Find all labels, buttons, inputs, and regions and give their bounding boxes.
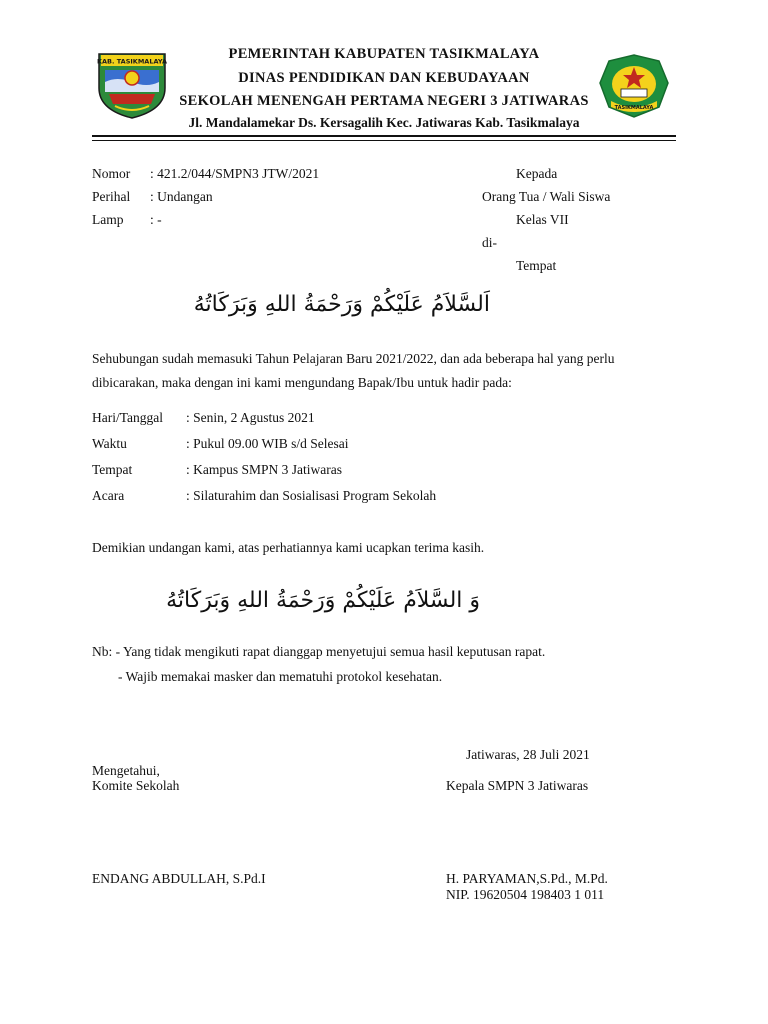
perihal-label: Perihal <box>92 189 131 204</box>
lamp-value: : - <box>150 212 162 227</box>
letterhead-rule-thick <box>92 135 676 137</box>
right-logo-text: TASIKMALAYA <box>614 105 654 111</box>
nomor-value: : 421.2/044/SMPN3 JTW/2021 <box>150 166 320 181</box>
right-signatory-name: H. PARYAMAN,S.Pd., M.Pd. <box>446 871 608 886</box>
left-signatory-name: ENDANG ABDULLAH, S.Pd.I <box>92 871 266 886</box>
closing-sentence: Demikian undangan kami, atas perhatiannya kami ucapkan terima kasih. <box>92 540 485 555</box>
letterhead-line-1: PEMERINTAH KABUPATEN TASIKMALAYA <box>228 46 540 62</box>
detail-value: : Silaturahim dan Sosialisasi Program Sekolah <box>186 488 437 503</box>
right-signatory-nip: NIP. 19620504 198403 1 011 <box>446 887 605 902</box>
recipient-line-5: Tempat <box>516 258 557 273</box>
detail-label: Acara <box>92 488 125 503</box>
recipient-line-4: di- <box>482 235 497 250</box>
nomor-label: Nomor <box>92 166 131 181</box>
letterhead-line-3: SEKOLAH MENENGAH PERTAMA NEGERI 3 JATIWARAS <box>179 93 589 109</box>
left-signatory-title-2: Komite Sekolah <box>92 778 180 793</box>
detail-label: Waktu <box>92 436 127 451</box>
recipient-line-1: Kepada <box>516 166 558 181</box>
note-line-1: Nb: - Yang tidak mengikuti rapat dianggap menyetujui semua hasil keputusan rapat. <box>92 644 546 659</box>
detail-value: : Pukul 09.00 WIB s/d Selesai <box>186 436 349 451</box>
recipient-line-3: Kelas VII <box>516 212 569 227</box>
body-paragraph-line-2: dibicarakan, maka dengan ini kami mengundang Bapak/Ibu untuk hadir pada: <box>92 375 512 390</box>
right-signatory-title: Kepala SMPN 3 Jatiwaras <box>446 778 589 793</box>
body-paragraph-line-1: Sehubungan sudah memasuki Tahun Pelajaran Baru 2021/2022, dan ada beberapa hal yang perlu <box>92 351 615 366</box>
greeting-closing: وَ السَّلاَمُ عَلَيْكُمْ وَرَحْمَةُ اللهِ وَبَرَكَاتُهُ <box>166 588 480 613</box>
recipient-line-2: Orang Tua / Wali Siswa <box>482 189 611 204</box>
detail-value: : Kampus SMPN 3 Jatiwaras <box>186 462 342 477</box>
note-line-2: - Wajib memakai masker dan mematuhi protokol kesehatan. <box>118 669 443 684</box>
letterhead-address: Jl. Mandalamekar Ds. Kersagalih Kec. Jatiwaras Kab. Tasikmalaya <box>188 115 580 130</box>
left-signatory-title-1: Mengetahui, <box>92 763 160 778</box>
detail-label: Hari/Tanggal <box>92 410 164 425</box>
perihal-value: : Undangan <box>150 189 213 204</box>
lamp-label: Lamp <box>92 212 124 227</box>
detail-value: : Senin, 2 Agustus 2021 <box>186 410 315 425</box>
detail-label: Tempat <box>92 462 133 477</box>
letterhead-line-2: DINAS PENDIDIKAN DAN KEBUDAYAAN <box>238 70 530 86</box>
letterhead-rule-thin <box>92 140 676 141</box>
greeting-opening: اَلسَّلاَمُ عَلَيْكُمْ وَرَحْمَةُ اللهِ وَبَرَكَاتُهُ <box>193 292 490 317</box>
place-date: Jatiwaras, 28 Juli 2021 <box>466 747 590 762</box>
left-logo-text: KAB. TASIKMALAYA <box>96 57 168 66</box>
